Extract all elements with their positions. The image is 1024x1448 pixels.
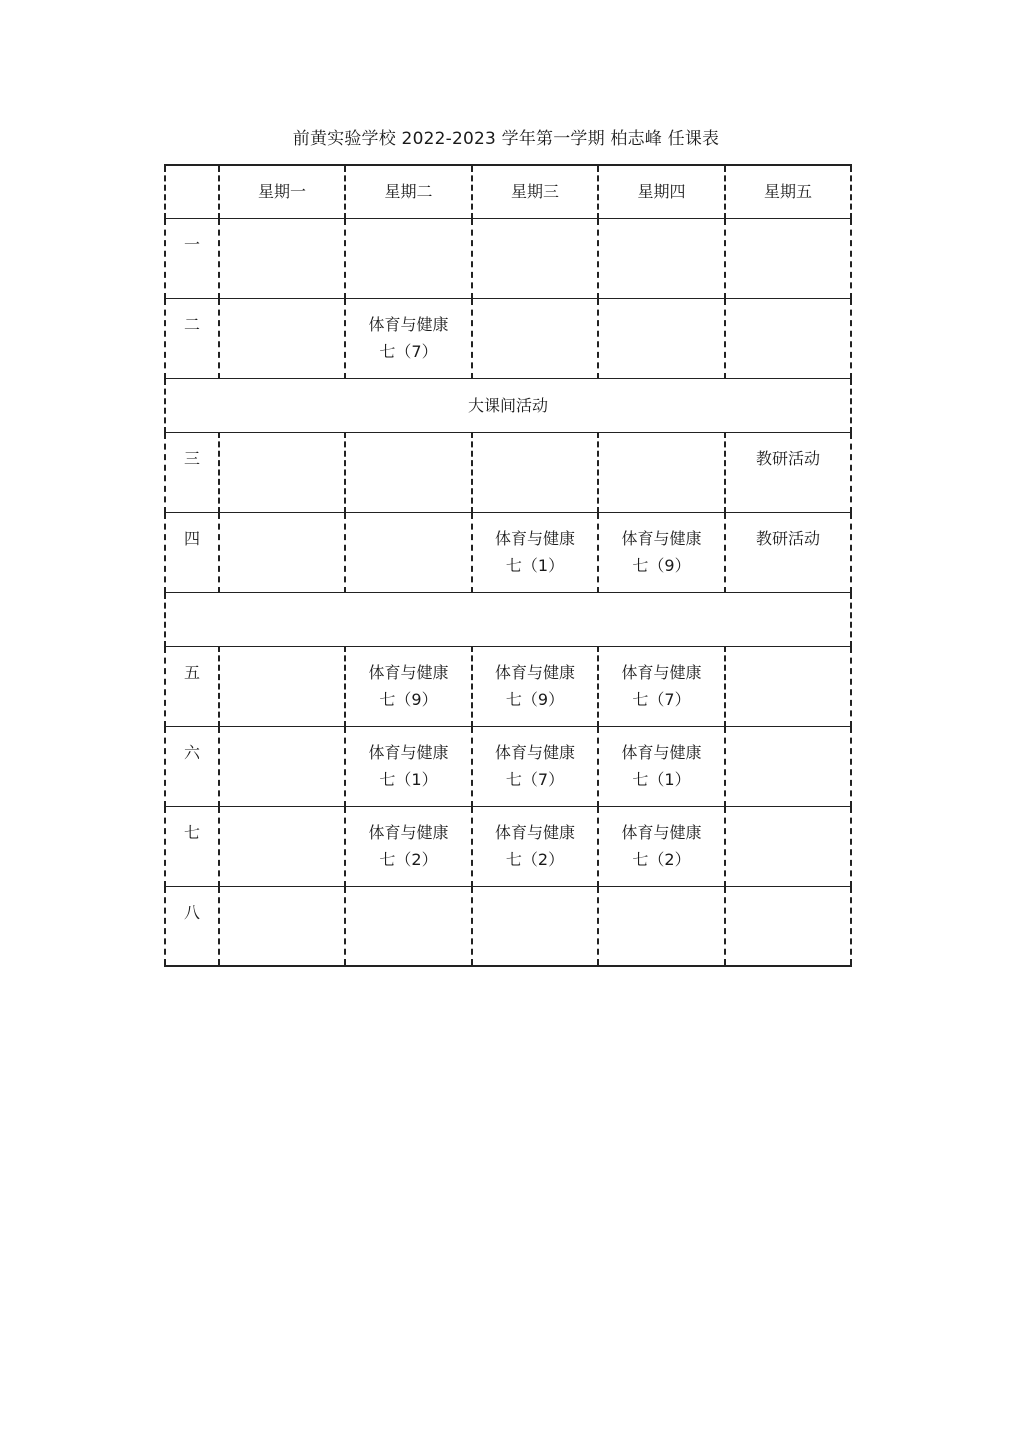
schedule-cell: [598, 218, 725, 298]
schedule-cell: [472, 298, 598, 378]
period-cell: [165, 432, 219, 512]
schedule-cell: [219, 646, 345, 726]
schedule-cell: [345, 218, 472, 298]
class-name: 七（2）: [632, 849, 691, 869]
period-cell: [165, 298, 219, 378]
period-label: 八: [183, 902, 200, 922]
schedule-cell: [725, 646, 851, 726]
break-row: [165, 378, 851, 432]
schedule-cell: [345, 432, 472, 512]
day-header: [219, 165, 345, 218]
class-name: 七（9）: [379, 689, 438, 709]
day-header: [345, 165, 472, 218]
class-name: 七（7）: [505, 769, 565, 789]
schedule-cell: [472, 646, 598, 726]
period-cell: [165, 646, 219, 726]
schedule-cell: [219, 886, 345, 966]
period-cell: [165, 726, 219, 806]
schedule-cell: [219, 298, 345, 378]
period-label: 二: [183, 314, 200, 334]
schedule-cell: [472, 512, 598, 592]
day-header: [725, 165, 851, 218]
schedule-cell: [345, 726, 472, 806]
period-row: [165, 806, 851, 886]
period-label: 四: [183, 528, 200, 548]
schedule-cell: [219, 218, 345, 298]
schedule-cell: [598, 646, 725, 726]
break-label: 大课间活动: [467, 395, 548, 415]
schedule-cell: [725, 298, 851, 378]
day-label: 星期一: [257, 182, 306, 202]
class-name: 七（9）: [632, 555, 691, 575]
schedule-cell: [472, 806, 598, 886]
period-cell: [165, 886, 219, 966]
schedule-cell: [725, 432, 851, 512]
schedule-cell: [725, 726, 851, 806]
schedule-table: [164, 164, 852, 967]
class-name: 七（2）: [379, 849, 438, 869]
schedule-cell: [345, 298, 472, 378]
break-row: [165, 592, 851, 646]
schedule-cell: [472, 432, 598, 512]
period-row: [165, 646, 851, 726]
period-cell: [165, 512, 219, 592]
course-name: 体育与健康: [368, 314, 449, 334]
schedule-cell: [598, 886, 725, 966]
class-name: 七（7）: [379, 341, 438, 361]
header-row: [165, 165, 851, 218]
day-label: 星期二: [384, 182, 433, 202]
day-header: [598, 165, 725, 218]
schedule-cell: [472, 726, 598, 806]
schedule-cell: [219, 726, 345, 806]
break-cell: [165, 592, 851, 646]
schedule-cell: [345, 646, 472, 726]
document-title: 前黄实验学校 2022-2023 学年第一学期 柏志峰 任课表: [292, 129, 720, 149]
schedule-cell: [725, 806, 851, 886]
course-name: 体育与健康: [621, 528, 702, 548]
schedule-cell: [345, 806, 472, 886]
period-row: [165, 726, 851, 806]
schedule-cell: [219, 512, 345, 592]
schedule-cell: [725, 218, 851, 298]
period-row: [165, 218, 851, 298]
schedule-cell: [598, 726, 725, 806]
period-label: 一: [183, 234, 200, 254]
schedule-cell: [472, 886, 598, 966]
period-cell: [165, 218, 219, 298]
course-name: 体育与健康: [494, 822, 575, 842]
course-name: 体育与健康: [494, 742, 575, 762]
period-label: 五: [183, 662, 200, 682]
course-name: 体育与健康: [494, 662, 575, 682]
schedule-cell: [219, 432, 345, 512]
schedule-cell: [725, 512, 851, 592]
course-name: 体育与健康: [368, 662, 449, 682]
class-name: 七（1）: [505, 555, 565, 575]
period-row: [165, 512, 851, 592]
schedule-cell: [345, 512, 472, 592]
day-header: [472, 165, 598, 218]
period-label: 六: [183, 742, 200, 762]
course-name: 体育与健康: [621, 662, 702, 682]
schedule-cell: [345, 886, 472, 966]
class-name: 七（1）: [632, 769, 691, 789]
break-cell: [165, 378, 851, 432]
schedule-cell: [598, 512, 725, 592]
schedule-cell: [598, 298, 725, 378]
course-name: 教研活动: [755, 528, 820, 548]
course-name: 体育与健康: [621, 742, 702, 762]
period-label: 七: [183, 822, 200, 842]
period-cell: [165, 806, 219, 886]
period-label: 三: [183, 448, 200, 468]
schedule-cell: [598, 432, 725, 512]
course-name: 教研活动: [755, 448, 820, 468]
class-name: 七（9）: [505, 689, 565, 709]
schedule-cell: [725, 886, 851, 966]
day-label: 星期三: [510, 182, 559, 202]
day-label: 星期五: [763, 182, 812, 202]
class-name: 七（1）: [379, 769, 438, 789]
class-name: 七（2）: [505, 849, 565, 869]
schedule-cell: [472, 218, 598, 298]
schedule-cell: [598, 806, 725, 886]
class-name: 七（7）: [632, 689, 691, 709]
course-name: 体育与健康: [368, 742, 449, 762]
period-row: [165, 432, 851, 512]
period-row: [165, 298, 851, 378]
course-name: 体育与健康: [368, 822, 449, 842]
corner-cell: [165, 165, 219, 218]
course-name: 体育与健康: [494, 528, 575, 548]
course-name: 体育与健康: [621, 822, 702, 842]
schedule-cell: [219, 806, 345, 886]
day-label: 星期四: [637, 182, 686, 202]
period-row: [165, 886, 851, 966]
